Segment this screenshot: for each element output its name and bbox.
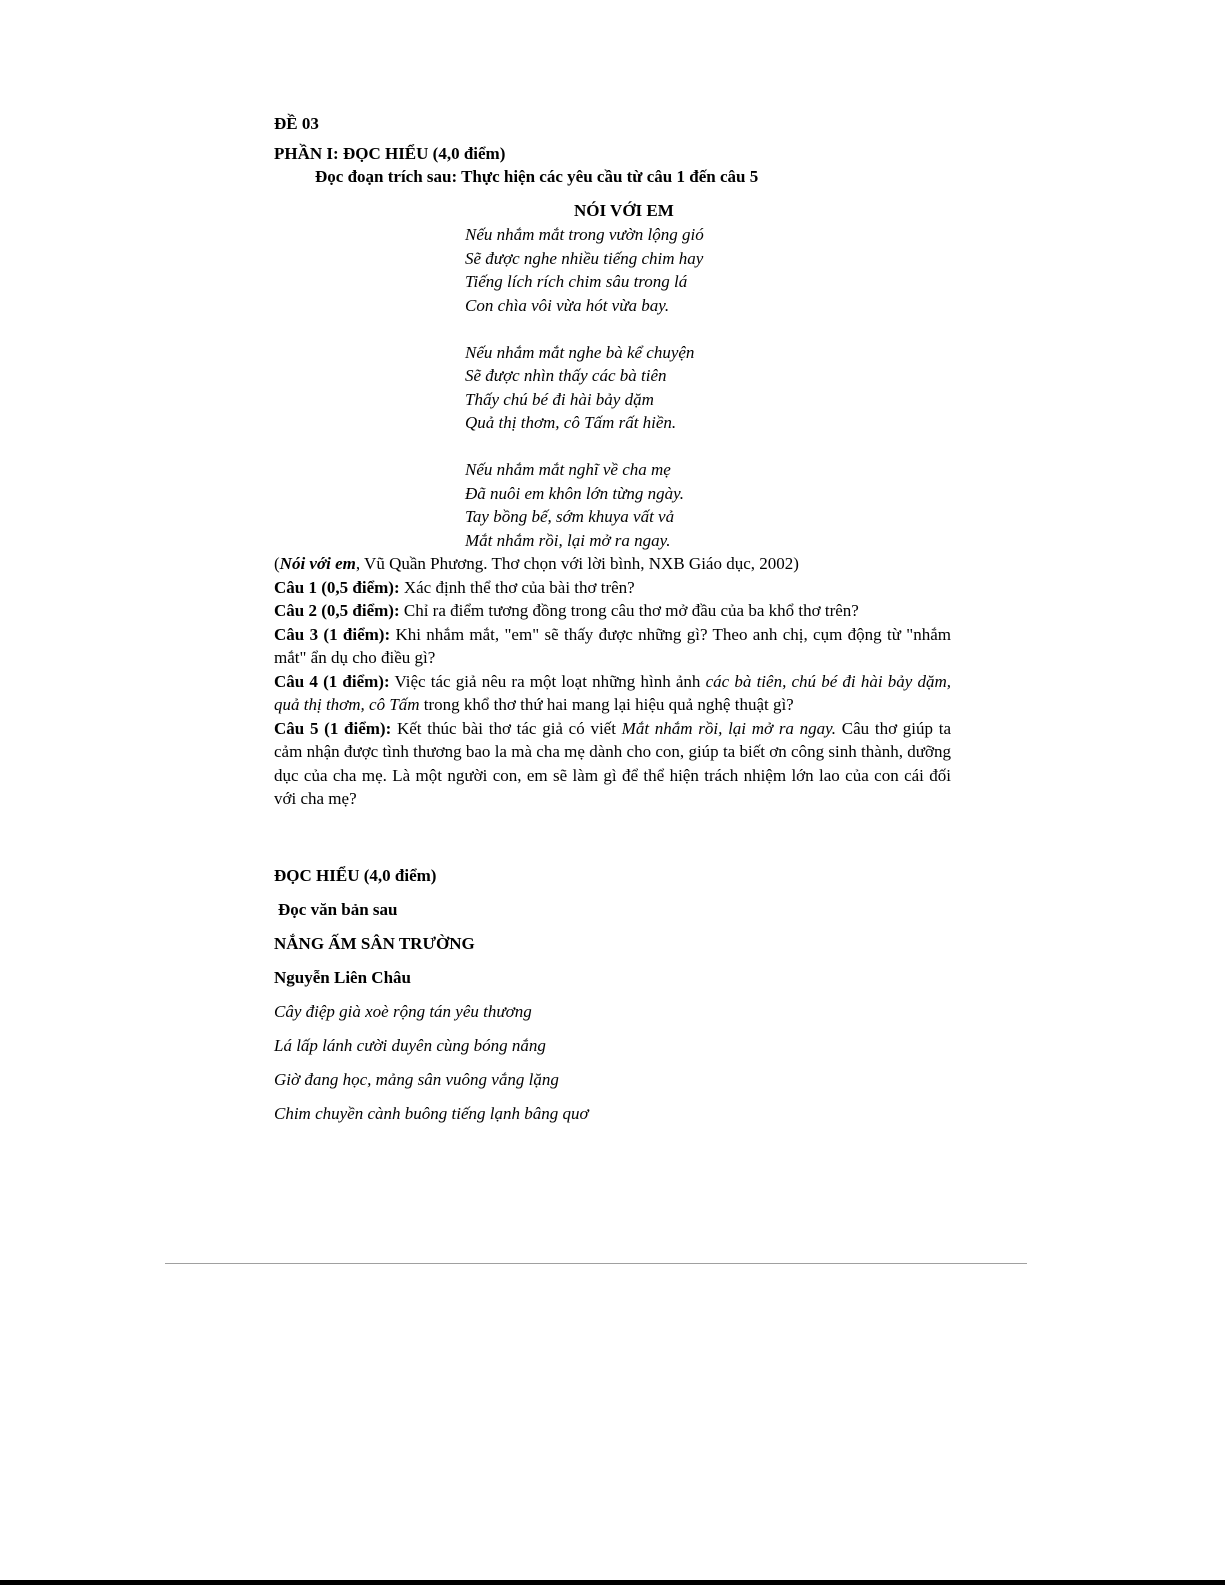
- poem-line: Tay bồng bế, sớm khuya vất vả: [465, 507, 675, 526]
- poem-line: Lá lấp lánh cười duyên cùng bóng nắng: [274, 1036, 546, 1055]
- section-instruction: Đọc văn bản sau: [278, 900, 398, 919]
- source-title: Nói với em: [279, 554, 356, 573]
- poem-line: Con chìa vôi vừa hót vừa bay.: [465, 295, 670, 315]
- question-text: Câu thơ giúp ta cảm nhận được tình thương bao la mà cha mẹ dành cho con, giúp ta biết ơn công sinh thành, dưỡng dục của cha mẹ. Là một người con, em sẽ làm gì để thể hiện trách nhiệm lớn lao của con cái đối với cha mẹ?: [274, 718, 951, 808]
- question-label: Câu 1 (0,5 điểm):: [274, 577, 400, 597]
- question-label: Câu 5 (1 điểm):: [274, 718, 392, 738]
- question-1: [274, 576, 951, 600]
- poem-line: Nếu nhắm mắt nghe bà kể chuyện: [465, 342, 695, 362]
- poem-line: Quả thị thơm, cô Tấm rất hiền.: [465, 413, 677, 432]
- question-text: Kết thúc bài thơ tác giả có viết: [391, 718, 622, 738]
- reading-instruction: Đọc đoạn trích sau: Thực hiện các yêu cầu từ câu 1 đến câu 5: [315, 167, 759, 186]
- question-5: [274, 717, 951, 811]
- poem-line: Nếu nhắm mắt nghĩ về cha mẹ: [465, 460, 671, 479]
- poem-line: Nếu nhắm mắt trong vườn lộng gió: [465, 225, 704, 244]
- question-3: [274, 623, 951, 670]
- page-bottom-edge: [0, 1580, 1225, 1585]
- poem-line: Sẽ được nhìn thấy các bà tiên: [465, 366, 667, 385]
- text-title: NẮNG ẤM SÂN TRƯỜNG: [274, 934, 475, 953]
- poem-title: NÓI VỚI EM: [574, 200, 674, 220]
- section-heading: ĐỌC HIỂU (4,0 điểm): [274, 866, 437, 885]
- poem-line: Cây điệp già xoè rộng tán yêu thương: [274, 1002, 532, 1021]
- question-label: Câu 3 (1 điểm):: [274, 624, 391, 644]
- poem-stanza-2: [465, 341, 951, 435]
- question-text: Khi nhắm mắt, "em" sẽ thấy được những gì? Theo anh chị, cụm động từ "nhắm mắt" ẩn dụ cho điều gì?: [274, 624, 951, 667]
- poem-source: [274, 552, 951, 576]
- poem-line: Tiếng lích rích chim sâu trong lá: [465, 272, 688, 291]
- text-author: Nguyễn Liên Châu: [274, 968, 411, 987]
- poem-stanza-3: [465, 458, 951, 552]
- source-open: (: [274, 554, 280, 573]
- poem-line: Thấy chú bé đi hài bảy dặm: [465, 389, 654, 409]
- poem-body: [465, 223, 951, 552]
- poem-line: Chim chuyền cành buông tiếng lạnh bâng quơ: [274, 1104, 589, 1123]
- question-2: [274, 599, 951, 623]
- question-label: Câu 2 (0,5 điểm):: [274, 601, 400, 620]
- question-text: Xác định thể thơ của bài thơ trên?: [399, 577, 635, 597]
- question-4: [274, 670, 951, 717]
- part-title: PHẦN I: ĐỌC HIỂU (4,0 điểm): [274, 143, 506, 163]
- question-text: Việc tác giả nêu ra một loạt những hình ảnh: [389, 671, 706, 691]
- poem-line: Đã nuôi em khôn lớn từng ngày.: [465, 483, 685, 503]
- page-footer-divider: [165, 1263, 1027, 1264]
- question-quote: các bà tiên, chú bé đi hài bảy dặm, quả thị thơm, cô Tấm: [274, 671, 951, 714]
- exam-section-2: [274, 864, 951, 1136]
- poem-line: Mắt nhắm rồi, lại mở ra ngay.: [465, 530, 671, 550]
- question-text: trong khổ thơ thứ hai mang lại hiệu quả nghệ thuật gì?: [419, 695, 794, 714]
- poem-stanza-1: [465, 223, 951, 317]
- question-text: Chỉ ra điểm tương đồng trong câu thơ mở đầu của ba khổ thơ trên?: [399, 601, 859, 620]
- question-quote: Mắt nhắm rồi, lại mở ra ngay.: [621, 718, 837, 738]
- poem-line: Giờ đang học, mảng sân vuông vắng lặng: [274, 1070, 559, 1089]
- source-rest: , Vũ Quần Phương. Thơ chọn với lời bình, NXB Giáo dục, 2002): [355, 554, 799, 573]
- poem-line: Sẽ được nghe nhiều tiếng chim hay: [465, 248, 704, 268]
- exam-section-1: [274, 112, 951, 811]
- question-label: Câu 4 (1 điểm):: [274, 671, 390, 691]
- exam-number: ĐỀ 03: [274, 114, 319, 133]
